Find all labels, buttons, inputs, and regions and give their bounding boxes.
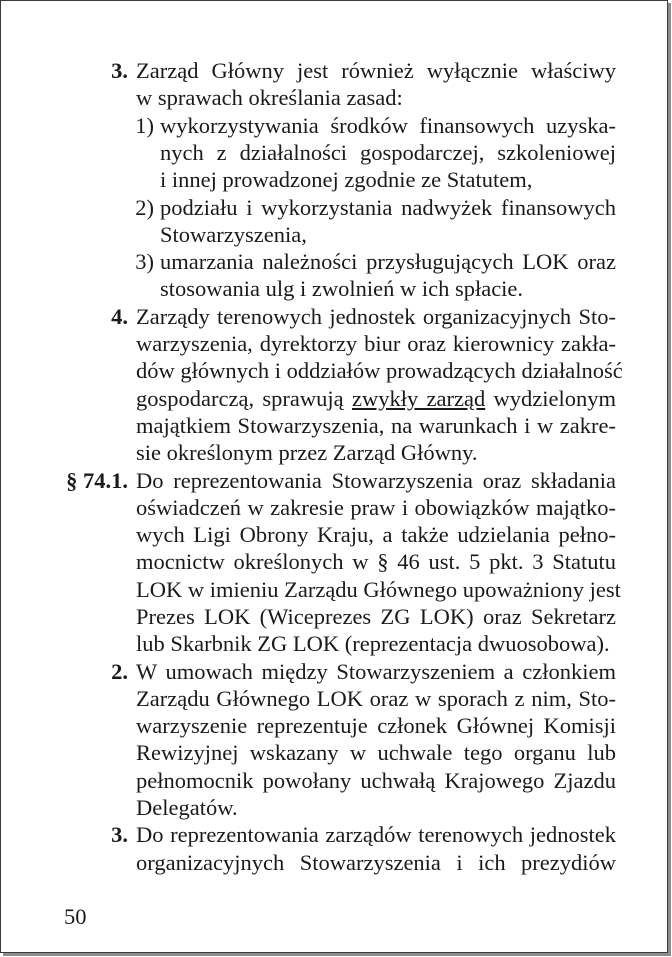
text-line: stosowania ulg i zwolnień w ich spłacie. (160, 276, 524, 302)
text-line: Zarządy terenowych jednostek organizacyjnych Sto- (136, 303, 616, 329)
item-3b-text (136, 821, 616, 876)
underlined-term: zwykły zarząd (351, 385, 486, 411)
item-number: 3. (111, 822, 128, 848)
subitem-2-text (160, 194, 616, 249)
text-line-mixed (136, 385, 616, 412)
page-number: 50 (64, 904, 87, 929)
section-74-1-text (136, 467, 621, 658)
text-line: mocnictw określonych w § 46 ust. 5 pkt. 3 Statutu (136, 549, 616, 575)
text-line: oświadczeń w zakresie praw i obowiązków majątko- (136, 494, 616, 520)
text-line: umarzania należności przysługujących LOK oraz (160, 249, 616, 275)
text-line: wych Ligi Obrony Kraju, a także udzielania pełno- (136, 522, 616, 548)
text-line: Do reprezentowania Stowarzyszenia oraz składania (136, 467, 616, 493)
text-line: LOK w imieniu Zarządu Głównego upoważniony jest (136, 576, 621, 602)
text-line: warzyszenia, dyrektorzy biur oraz kierownicy zakła- (136, 330, 616, 356)
subitem-3-text (160, 248, 616, 303)
text-segment: gospodarczą, sprawują (136, 385, 344, 411)
text-line: i innej prowadzonej zgodnie ze Statutem, (160, 167, 533, 193)
text-line: sie określonym przez Zarząd Główny. (136, 440, 478, 466)
item-number: 4. (111, 303, 128, 329)
text-line: organizacyjnych Stowarzyszenia i ich prezydiów (136, 849, 616, 875)
text-line: Delegatów. (136, 795, 238, 821)
item-3-text (136, 57, 616, 112)
text-line: pełnomocnik powołany uchwałą Krajowego Zjazdu (136, 767, 616, 793)
text-line: majątkiem Stowarzyszenia, na warunkach i w zakre- (136, 412, 616, 438)
text-line: Rewizyjnej wskazany w uchwale tego organu lub (136, 740, 616, 766)
item-number: 2. (111, 658, 128, 684)
item-2-text (136, 658, 616, 822)
item-4-text (136, 303, 623, 467)
subitem-number: 1) (135, 112, 154, 138)
text-line: W umowach między Stowarzyszeniem a członkiem (136, 658, 616, 684)
text-line: Zarząd Główny jest również wyłącznie właściwy (136, 58, 616, 83)
text-line: Stowarzyszenia, (160, 221, 307, 247)
text-line: wykorzystywania środków finansowych uzyska- (160, 112, 616, 138)
subitem-number: 2) (135, 194, 154, 220)
text-line: warzyszenie reprezentuje członek Głównej Komisji (136, 713, 616, 739)
text-segment: wydzielonym (493, 385, 617, 411)
text-line: dów głównych i oddziałów prowadzących działalność (136, 358, 623, 384)
text-line: Zarządu Głównego LOK oraz w sporach z nim, Sto- (136, 685, 616, 711)
text-line: Do reprezentowania zarządów terenowych jednostek (136, 822, 616, 848)
subitem-number: 3) (135, 249, 154, 275)
subitem-1-text (160, 112, 616, 194)
item-number: 3. (111, 58, 128, 83)
text-line: nych z działalności gospodarczej, szkoleniowej (160, 139, 616, 165)
text-line: lub Skarbnik ZG LOK (reprezentacja dwuosobowa). (136, 631, 610, 657)
text-line: Prezes LOK (Wiceprezes ZG LOK) oraz Sekretarz (136, 603, 616, 629)
text-line: podziału i wykorzystania nadwyżek finansowych (160, 194, 616, 220)
section-number: § 74.1. (66, 467, 128, 493)
text-line: w sprawach określania zasad: (136, 85, 403, 111)
